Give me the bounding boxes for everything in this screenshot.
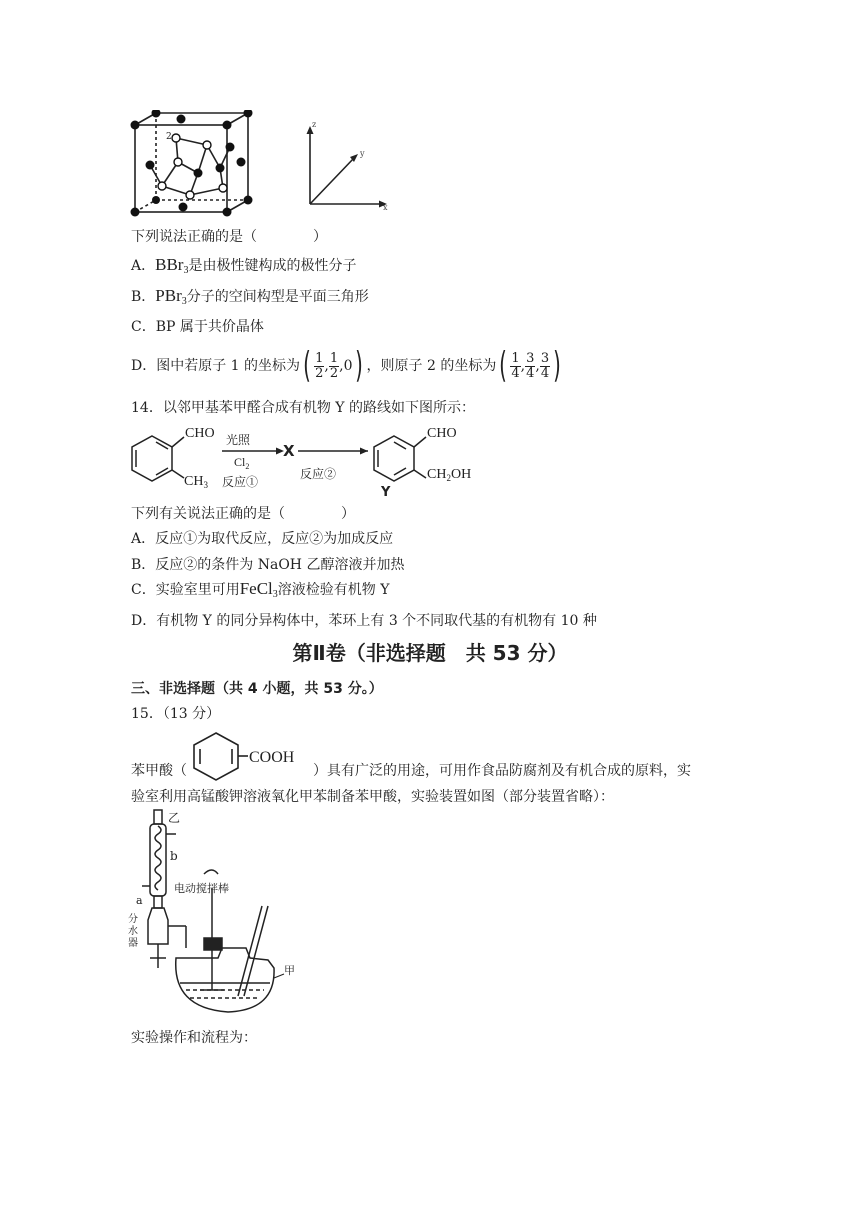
svg-text:a: a [136, 894, 143, 907]
svg-text:水: 水 [128, 926, 138, 937]
svg-text:乙: 乙 [168, 811, 181, 825]
svg-text:b: b [170, 849, 178, 863]
svg-text:分: 分 [128, 914, 138, 925]
q13-option-a[interactable] [131, 256, 356, 280]
svg-text:x: x [383, 203, 388, 212]
q14-reaction-scheme [128, 420, 488, 500]
svg-text:COOH: COOH [249, 749, 295, 766]
q14-option-a[interactable]: A．反应①为取代反应，反应②为加成反应 [131, 531, 394, 547]
q15-header: 15．（13 分） [131, 706, 221, 722]
formula: FeCl$_3$ [239, 579, 278, 600]
svg-text:z: z [312, 120, 317, 129]
svg-text:Y: Y [381, 485, 391, 500]
q13-option-c[interactable]: C．BP 属于共价晶体 [131, 319, 264, 335]
fraction: $\frac{1}{4}$ [511, 350, 520, 381]
q14-option-c[interactable]: C．实验室里可用FeCl$_3$溶液检验有机物 Y [131, 579, 390, 600]
svg-text:CH2OH: $CH_2OH$ [427, 467, 472, 483]
q14-prompt: 下列有关说法正确的是（ ） [131, 506, 355, 522]
part-two-title: 第Ⅱ卷（非选择题 共 53 分） [292, 641, 568, 665]
svg-text:反应①: 反应① [222, 475, 259, 489]
fraction: $\frac{3}{4}$ [540, 350, 550, 381]
svg-text:CH3: $CH_3$ [184, 474, 208, 490]
svg-text:电动搅拌棒: 电动搅拌棒 [174, 882, 229, 895]
q14-option-d[interactable]: D．有机物 Y 的同分异构体中，苯环上有 3 个不同取代基的有机物有 10 种 [131, 613, 597, 629]
q13-option-d[interactable]: D．图中若原子 1 的坐标为( $\frac{1}{2}$ , $\frac{1}{2}$ ,0) ，则原子 2 的坐标为( $\frac{1}{4}$ , $\frac{3}{4}$ , $\frac{3}{4}$ ) [131, 345, 562, 386]
svg-text:y: y [360, 149, 365, 158]
svg-text:甲: 甲 [284, 964, 295, 977]
q14-stem: 14．以邻甲基苯甲醛合成有机物 Y 的路线如下图所示： [131, 400, 475, 416]
option-text: 分子的空间构型是平面三角形 [186, 289, 369, 305]
svg-text:Cl2: $Cl_2$ [234, 455, 250, 471]
coordinate-axes-figure [298, 118, 390, 212]
option-text: 是由极性键构成的极性分子 [188, 258, 357, 274]
formula: PBr$_3$ [155, 286, 187, 307]
svg-text:CHO: CHO [427, 426, 457, 441]
benzoic-acid-structure [186, 728, 336, 784]
option-label: A． [131, 258, 156, 274]
fraction: $\frac{1}{2}$ [329, 350, 339, 381]
fraction: $\frac{3}{4}$ [526, 350, 535, 381]
svg-text:CHO: CHO [185, 426, 215, 441]
svg-text:2: 2 [166, 132, 172, 142]
svg-text:X: X [283, 442, 295, 460]
q13-option-b[interactable] [131, 287, 369, 311]
q14-option-b[interactable]: B．反应②的条件为 NaOH 乙醇溶液并加热 [131, 557, 405, 573]
svg-text:反应②: 反应② [300, 467, 337, 481]
q15-line2: 验室利用高锰酸钾溶液氧化甲苯制备苯甲酸，实验装置如图（部分装置省略）： [131, 789, 614, 805]
fraction: $\frac{1}{2}$ [315, 350, 324, 381]
formula: BBr$_3$ [155, 255, 189, 276]
option-label: B． [131, 289, 156, 305]
q15-line1: 苯甲酸（ ）具有广泛的用途，可用作食品防腐剂及有机合成的原料，实 [131, 763, 691, 779]
crystal-cell-figure [128, 110, 258, 218]
q13-prompt: 下列说法正确的是（ ） [131, 229, 327, 245]
section-heading: 三、非选择题（共 4 小题，共 53 分。） [131, 681, 383, 697]
process-intro: 实验操作和流程为： [131, 1030, 257, 1046]
apparatus-figure [128, 808, 298, 1020]
svg-text:光照: 光照 [226, 433, 251, 447]
svg-text:器: 器 [128, 938, 138, 949]
